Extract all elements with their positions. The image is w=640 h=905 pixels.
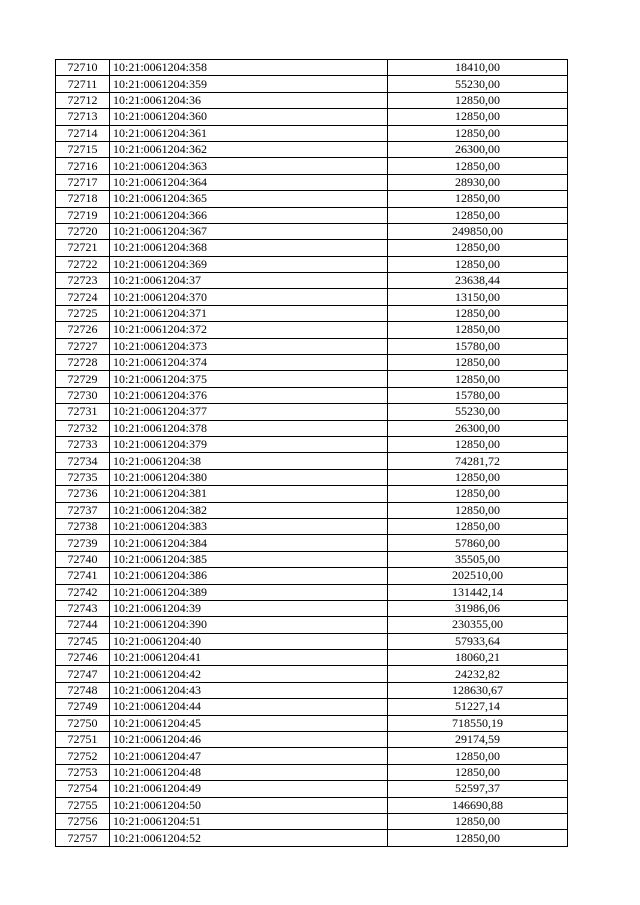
cadastral-number-cell: 10:21:0061204:38 (110, 453, 388, 469)
value-cell: 12850,00 (388, 486, 568, 502)
cadastral-number-cell: 10:21:0061204:361 (110, 125, 388, 141)
cadastral-number-cell: 10:21:0061204:376 (110, 387, 388, 403)
value-cell: 55230,00 (388, 76, 568, 92)
value-cell: 26300,00 (388, 420, 568, 436)
table-row (56, 486, 568, 502)
table-row (56, 76, 568, 92)
row-number-cell: 72717 (56, 174, 110, 190)
table-row (56, 518, 568, 534)
cadastral-number-cell: 10:21:0061204:367 (110, 223, 388, 239)
row-number-cell: 72732 (56, 420, 110, 436)
row-number-cell: 72733 (56, 436, 110, 452)
value-cell: 12850,00 (388, 125, 568, 141)
value-cell: 57860,00 (388, 535, 568, 551)
row-number-cell: 72750 (56, 715, 110, 731)
cadastral-number-cell: 10:21:0061204:36 (110, 92, 388, 108)
cadastral-number-cell: 10:21:0061204:364 (110, 174, 388, 190)
value-cell: 18060,21 (388, 650, 568, 666)
row-number-cell: 72757 (56, 830, 110, 846)
table-row (56, 502, 568, 518)
table-row (56, 256, 568, 272)
table-row (56, 158, 568, 174)
cadastral-number-cell: 10:21:0061204:52 (110, 830, 388, 846)
table-row (56, 387, 568, 403)
row-number-cell: 72722 (56, 256, 110, 272)
table-row (56, 600, 568, 616)
cadastral-number-cell: 10:21:0061204:366 (110, 207, 388, 223)
row-number-cell: 72754 (56, 781, 110, 797)
table-row (56, 109, 568, 125)
value-cell: 12850,00 (388, 371, 568, 387)
value-cell: 24232,82 (388, 666, 568, 682)
row-number-cell: 72747 (56, 666, 110, 682)
table-row (56, 273, 568, 289)
cadastral-number-cell: 10:21:0061204:378 (110, 420, 388, 436)
cadastral-number-cell: 10:21:0061204:380 (110, 469, 388, 485)
value-cell: 51227,14 (388, 699, 568, 715)
table-row (56, 453, 568, 469)
cadastral-number-cell: 10:21:0061204:39 (110, 600, 388, 616)
cadastral-number-cell: 10:21:0061204:51 (110, 813, 388, 829)
table-row (56, 715, 568, 731)
row-number-cell: 72736 (56, 486, 110, 502)
row-number-cell: 72728 (56, 355, 110, 371)
value-cell: 12850,00 (388, 256, 568, 272)
table-row (56, 436, 568, 452)
row-number-cell: 72737 (56, 502, 110, 518)
row-number-cell: 72727 (56, 338, 110, 354)
cadastral-number-cell: 10:21:0061204:363 (110, 158, 388, 174)
cadastral-number-cell: 10:21:0061204:381 (110, 486, 388, 502)
value-cell: 35505,00 (388, 551, 568, 567)
value-cell: 12850,00 (388, 158, 568, 174)
table-row (56, 666, 568, 682)
table-row (56, 371, 568, 387)
table-row (56, 584, 568, 600)
value-cell: 202510,00 (388, 568, 568, 584)
value-cell: 12850,00 (388, 830, 568, 846)
value-cell: 55230,00 (388, 404, 568, 420)
value-cell: 12850,00 (388, 813, 568, 829)
value-cell: 12850,00 (388, 305, 568, 321)
row-number-cell: 72755 (56, 797, 110, 813)
cadastral-number-cell: 10:21:0061204:385 (110, 551, 388, 567)
cadastral-number-cell: 10:21:0061204:48 (110, 764, 388, 780)
value-cell: 128630,67 (388, 682, 568, 698)
row-number-cell: 72735 (56, 469, 110, 485)
table-row (56, 322, 568, 338)
table-body (56, 60, 568, 847)
table-row (56, 551, 568, 567)
table-row (56, 420, 568, 436)
table-row (56, 781, 568, 797)
value-cell: 13150,00 (388, 289, 568, 305)
row-number-cell: 72752 (56, 748, 110, 764)
row-number-cell: 72745 (56, 633, 110, 649)
row-number-cell: 72741 (56, 568, 110, 584)
cadastral-number-cell: 10:21:0061204:374 (110, 355, 388, 371)
row-number-cell: 72751 (56, 732, 110, 748)
cadastral-number-cell: 10:21:0061204:37 (110, 273, 388, 289)
document-page (55, 59, 567, 847)
cadastral-number-cell: 10:21:0061204:369 (110, 256, 388, 272)
table-row (56, 125, 568, 141)
row-number-cell: 72748 (56, 682, 110, 698)
table-row (56, 191, 568, 207)
value-cell: 12850,00 (388, 191, 568, 207)
row-number-cell: 72729 (56, 371, 110, 387)
cadastral-number-cell: 10:21:0061204:47 (110, 748, 388, 764)
table-row (56, 305, 568, 321)
value-cell: 12850,00 (388, 502, 568, 518)
table-row (56, 568, 568, 584)
table-row (56, 289, 568, 305)
table-row (56, 404, 568, 420)
cadastral-number-cell: 10:21:0061204:371 (110, 305, 388, 321)
row-number-cell: 72743 (56, 600, 110, 616)
value-cell: 12850,00 (388, 92, 568, 108)
row-number-cell: 72726 (56, 322, 110, 338)
value-cell: 230355,00 (388, 617, 568, 633)
value-cell: 718550,19 (388, 715, 568, 731)
table-row (56, 141, 568, 157)
value-cell: 12850,00 (388, 240, 568, 256)
value-cell: 12850,00 (388, 436, 568, 452)
cadastral-number-cell: 10:21:0061204:379 (110, 436, 388, 452)
value-cell: 146690,88 (388, 797, 568, 813)
row-number-cell: 72724 (56, 289, 110, 305)
value-cell: 29174,59 (388, 732, 568, 748)
value-cell: 131442,14 (388, 584, 568, 600)
cadastral-number-cell: 10:21:0061204:373 (110, 338, 388, 354)
cadastral-number-cell: 10:21:0061204:372 (110, 322, 388, 338)
cadastral-number-cell: 10:21:0061204:365 (110, 191, 388, 207)
row-number-cell: 72744 (56, 617, 110, 633)
table-row (56, 650, 568, 666)
table-row (56, 355, 568, 371)
value-cell: 12850,00 (388, 469, 568, 485)
value-cell: 12850,00 (388, 764, 568, 780)
cadastral-number-cell: 10:21:0061204:40 (110, 633, 388, 649)
cadastral-number-cell: 10:21:0061204:44 (110, 699, 388, 715)
row-number-cell: 72734 (56, 453, 110, 469)
value-cell: 74281,72 (388, 453, 568, 469)
row-number-cell: 72739 (56, 535, 110, 551)
cadastral-number-cell: 10:21:0061204:389 (110, 584, 388, 600)
row-number-cell: 72753 (56, 764, 110, 780)
cadastral-number-cell: 10:21:0061204:375 (110, 371, 388, 387)
value-cell: 57933,64 (388, 633, 568, 649)
value-cell: 23638,44 (388, 273, 568, 289)
row-number-cell: 72718 (56, 191, 110, 207)
value-cell: 31986,06 (388, 600, 568, 616)
table-row (56, 223, 568, 239)
cadastral-number-cell: 10:21:0061204:41 (110, 650, 388, 666)
cadastral-number-cell: 10:21:0061204:390 (110, 617, 388, 633)
cadastral-number-cell: 10:21:0061204:46 (110, 732, 388, 748)
row-number-cell: 72711 (56, 76, 110, 92)
row-number-cell: 72713 (56, 109, 110, 125)
table-row (56, 813, 568, 829)
row-number-cell: 72738 (56, 518, 110, 534)
table-row (56, 699, 568, 715)
value-cell: 12850,00 (388, 748, 568, 764)
table-row (56, 60, 568, 76)
cadastral-number-cell: 10:21:0061204:43 (110, 682, 388, 698)
table-row (56, 240, 568, 256)
cadastral-number-cell: 10:21:0061204:45 (110, 715, 388, 731)
value-cell: 15780,00 (388, 338, 568, 354)
table-row (56, 535, 568, 551)
cadastral-number-cell: 10:21:0061204:386 (110, 568, 388, 584)
cadastral-value-table (55, 59, 568, 847)
value-cell: 15780,00 (388, 387, 568, 403)
table-row (56, 732, 568, 748)
row-number-cell: 72719 (56, 207, 110, 223)
table-row (56, 764, 568, 780)
cadastral-number-cell: 10:21:0061204:42 (110, 666, 388, 682)
row-number-cell: 72716 (56, 158, 110, 174)
value-cell: 18410,00 (388, 60, 568, 76)
row-number-cell: 72731 (56, 404, 110, 420)
value-cell: 26300,00 (388, 141, 568, 157)
cadastral-number-cell: 10:21:0061204:384 (110, 535, 388, 551)
cadastral-number-cell: 10:21:0061204:360 (110, 109, 388, 125)
cadastral-number-cell: 10:21:0061204:49 (110, 781, 388, 797)
row-number-cell: 72730 (56, 387, 110, 403)
table-row (56, 748, 568, 764)
value-cell: 52597,37 (388, 781, 568, 797)
row-number-cell: 72742 (56, 584, 110, 600)
cadastral-number-cell: 10:21:0061204:377 (110, 404, 388, 420)
cadastral-number-cell: 10:21:0061204:359 (110, 76, 388, 92)
row-number-cell: 72725 (56, 305, 110, 321)
cadastral-number-cell: 10:21:0061204:370 (110, 289, 388, 305)
value-cell: 249850,00 (388, 223, 568, 239)
value-cell: 12850,00 (388, 518, 568, 534)
row-number-cell: 72710 (56, 60, 110, 76)
value-cell: 12850,00 (388, 207, 568, 223)
table-row (56, 633, 568, 649)
table-row (56, 682, 568, 698)
row-number-cell: 72740 (56, 551, 110, 567)
table-row (56, 617, 568, 633)
value-cell: 28930,00 (388, 174, 568, 190)
row-number-cell: 72749 (56, 699, 110, 715)
table-row (56, 207, 568, 223)
table-row (56, 469, 568, 485)
table-row (56, 797, 568, 813)
table-row (56, 174, 568, 190)
row-number-cell: 72746 (56, 650, 110, 666)
row-number-cell: 72756 (56, 813, 110, 829)
row-number-cell: 72712 (56, 92, 110, 108)
cadastral-number-cell: 10:21:0061204:358 (110, 60, 388, 76)
cadastral-number-cell: 10:21:0061204:383 (110, 518, 388, 534)
value-cell: 12850,00 (388, 109, 568, 125)
cadastral-number-cell: 10:21:0061204:50 (110, 797, 388, 813)
cadastral-number-cell: 10:21:0061204:362 (110, 141, 388, 157)
row-number-cell: 72720 (56, 223, 110, 239)
value-cell: 12850,00 (388, 322, 568, 338)
table-row (56, 830, 568, 846)
row-number-cell: 72715 (56, 141, 110, 157)
cadastral-number-cell: 10:21:0061204:368 (110, 240, 388, 256)
row-number-cell: 72723 (56, 273, 110, 289)
row-number-cell: 72721 (56, 240, 110, 256)
table-row (56, 92, 568, 108)
row-number-cell: 72714 (56, 125, 110, 141)
value-cell: 12850,00 (388, 355, 568, 371)
table-row (56, 338, 568, 354)
cadastral-number-cell: 10:21:0061204:382 (110, 502, 388, 518)
